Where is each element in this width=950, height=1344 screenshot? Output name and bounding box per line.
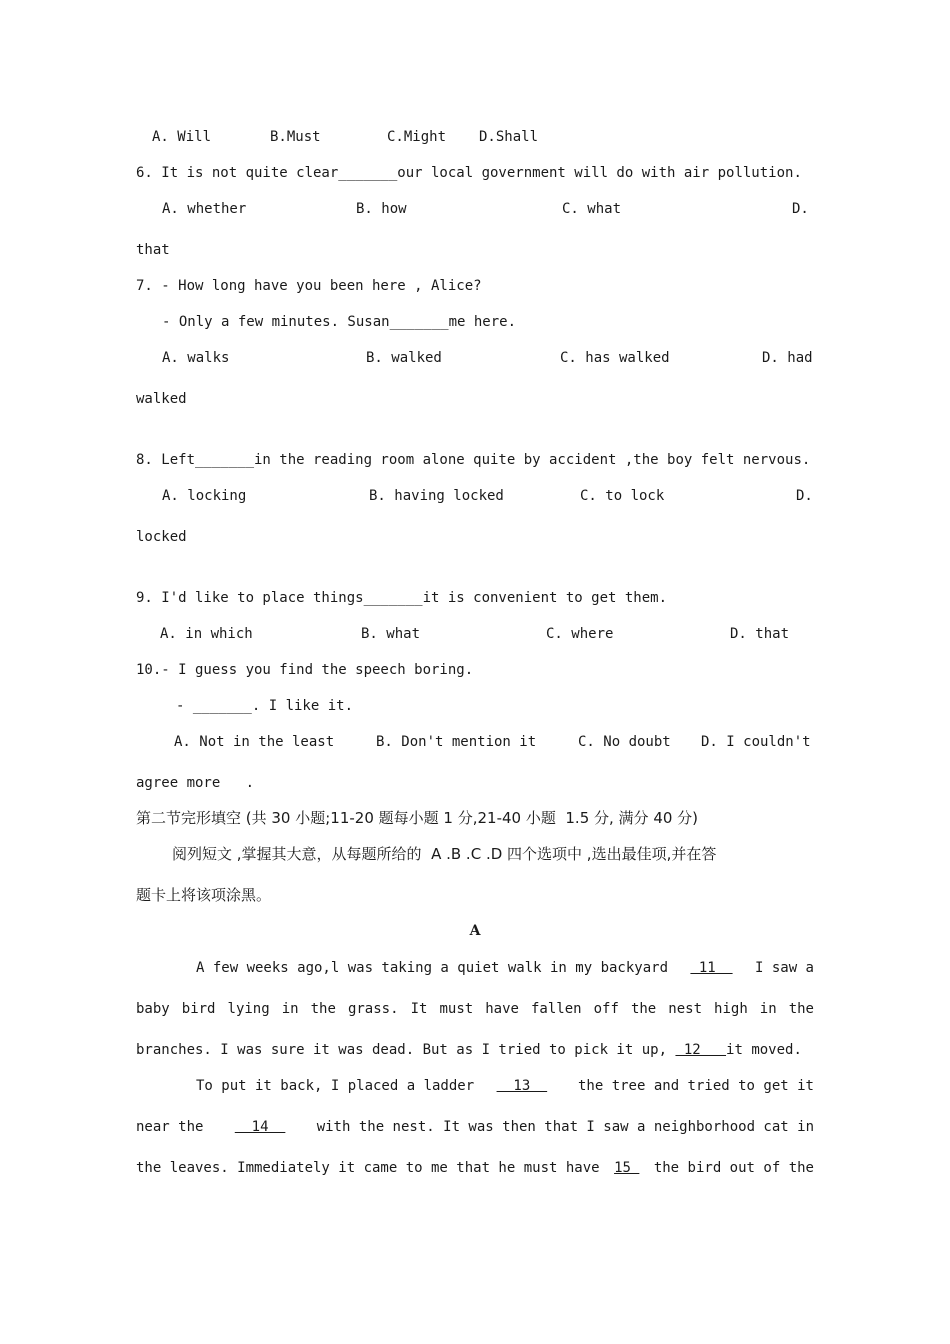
passage-title: A [469, 923, 481, 939]
q8-option-b: B. having locked [369, 488, 504, 504]
q10-line-1: 10.- I guess you find the speech boring. [136, 662, 474, 678]
q5-option-b: B.Must [270, 129, 321, 145]
q10-line-2: - _______. I like it. [176, 698, 354, 714]
q9-stem: 9. I'd like to place things_______it is convenient to get them. [136, 590, 668, 606]
q6-option-c: C. what [562, 201, 622, 217]
q10-option-d: D. I couldn't [701, 734, 811, 750]
q7-line-1: 7. - How long have you been here , Alice? [136, 278, 482, 294]
passage-text: the tree and tried to get it [569, 1078, 814, 1094]
passage-line-1 [196, 958, 814, 978]
q7-option-a: A. walks [162, 350, 230, 366]
q7-option-b: B. walked [366, 350, 442, 366]
q10-option-a: A. Not in the least [174, 734, 335, 750]
passage-line-4 [196, 1076, 814, 1096]
section-heading: 第二节完形填空 (共 30 小题;11-20 题每小题 1 分,21-40 小题 1.5 分, 满分 40 分) [136, 809, 699, 827]
passage-text: branches. I was sure it was dead. But as I tried to pick it up, [136, 1042, 668, 1058]
passage-text: To put it back, I placed a ladder [196, 1078, 475, 1094]
q8-option-d-wrap: locked [136, 529, 187, 545]
q7-option-d-wrap: walked [136, 391, 187, 407]
q5-option-c: C.Might [387, 129, 447, 145]
q10-option-c: C. No doubt [578, 734, 671, 750]
q9-option-c: C. where [546, 626, 614, 642]
blank-15: 15 [614, 1160, 640, 1176]
q9-option-d: D. that [730, 626, 790, 642]
q6-option-b: B. how [356, 201, 407, 217]
q7-option-d: D. had [762, 350, 813, 366]
q8-stem: 8. Left_______in the reading room alone quite by accident ,the boy felt nervous. [136, 452, 811, 468]
section-instruction-line-1: 阅列短文 ,掌握其大意，从每题所给的 A .B .C .D 四个选项中 ,选出最佳项,并在答 [172, 845, 717, 863]
passage-line-3 [136, 1040, 802, 1060]
passage-line-2: baby bird lying in the grass. It must have fallen off the nest high in the [136, 1001, 814, 1017]
blank-11: 11 [690, 960, 733, 976]
blank-12: 12 [675, 1042, 727, 1058]
q8-option-a: A. locking [162, 488, 247, 504]
passage-text: I saw a [754, 960, 814, 976]
q7-option-c: C. has walked [560, 350, 670, 366]
blank-13: 13 [496, 1078, 548, 1094]
blank-14: 14 [234, 1119, 286, 1135]
q6-option-a: A. whether [162, 201, 247, 217]
q10-option-d-wrap: agree more . [136, 775, 255, 791]
q6-stem: 6. It is not quite clear_______our local government will do with air pollution. [136, 165, 802, 181]
q9-option-a: A. in which [160, 626, 253, 642]
passage-text: near the [136, 1119, 204, 1135]
section-instruction-line-2: 题卡上将该项涂黑。 [136, 886, 272, 904]
q8-option-c: C. to lock [580, 488, 665, 504]
passage-text: A few weeks ago,l was taking a quiet walk in my backyard [196, 960, 669, 976]
q9-option-b: B. what [361, 626, 421, 642]
passage-text: the leaves. Immediately it came to me that he must have [136, 1160, 600, 1176]
q5-option-a: A. Will [152, 129, 212, 145]
q5-option-d: D.Shall [479, 129, 539, 145]
q6-option-d: D. [792, 201, 809, 217]
q6-option-d-wrap: that [136, 242, 170, 258]
q7-line-2: - Only a few minutes. Susan_______me here. [162, 314, 517, 330]
passage-line-5 [136, 1117, 814, 1137]
passage-text: the bird out of the [653, 1160, 814, 1176]
q10-option-b: B. Don't mention it [376, 734, 537, 750]
passage-line-6 [136, 1158, 814, 1178]
passage-text: it moved. [726, 1042, 802, 1058]
passage-text: with the nest. It was then that I saw a neighborhood cat in [316, 1119, 814, 1135]
q8-option-d: D. [796, 488, 813, 504]
